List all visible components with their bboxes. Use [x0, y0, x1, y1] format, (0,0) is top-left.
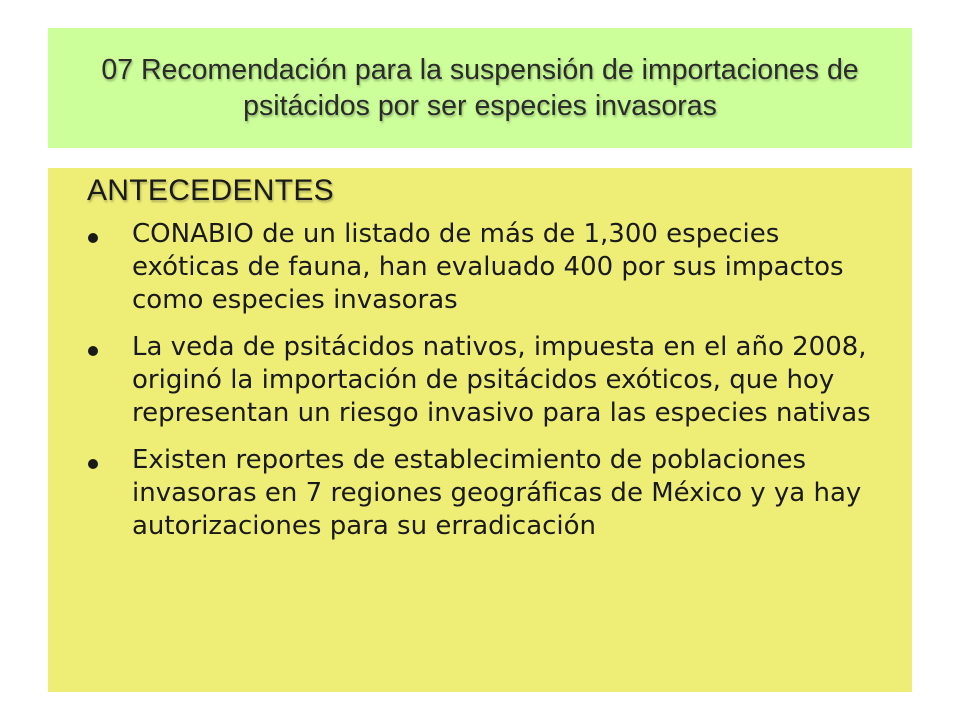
bullet-dot-icon — [88, 459, 98, 469]
bullet-text: Existen reportes de establecimiento de poblaciones invasoras en 7 regiones geográficas de México y ya hay autorizaciones para su erradicación — [132, 445, 862, 541]
bullet-dot-icon — [88, 346, 98, 356]
title-panel — [48, 28, 912, 148]
list-item — [88, 444, 880, 543]
bullet-list — [88, 218, 880, 543]
list-item — [88, 218, 880, 317]
list-item — [88, 331, 880, 430]
content-panel — [48, 168, 912, 692]
section-heading: ANTECEDENTES — [87, 174, 334, 207]
bullet-dot-icon — [88, 233, 98, 243]
bullet-text: CONABIO de un listado de más de 1,300 especies exóticas de fauna, han evaluado 400 por sus impactos como especies invasoras — [132, 219, 844, 315]
bullet-text: La veda de psitácidos nativos, impuesta en el año 2008, originó la importación de psitácidos exóticos, que hoy representan un riesgo invasivo para las especies nativas — [132, 332, 871, 428]
slide-title: 07 Recomendación para la suspensión de importaciones de psitácidos por ser especies invasoras — [101, 54, 859, 122]
